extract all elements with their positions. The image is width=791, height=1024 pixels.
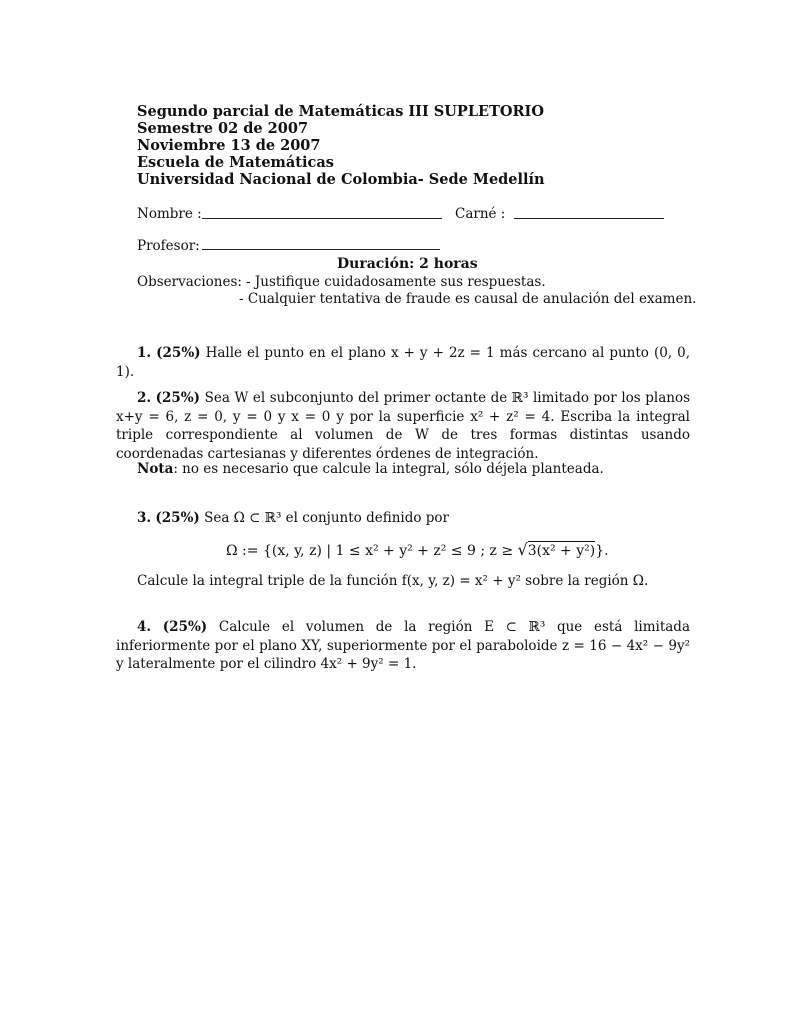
sqrt-icon: √ xyxy=(517,540,528,559)
header-university: Universidad Nacional de Colombia- Sede Medellín xyxy=(137,171,545,188)
problem-2 xyxy=(116,389,690,463)
problem-2-note-text: : no es necesario que calcule la integral, sólo déjela planteada. xyxy=(173,461,604,477)
problem-3-task xyxy=(116,572,690,591)
problem-1-number: 1. xyxy=(137,345,152,361)
problem-3-formula xyxy=(226,541,609,560)
problem-3 xyxy=(116,509,690,528)
problem-2-weight: (25%) xyxy=(155,390,201,406)
problem-4 xyxy=(116,618,690,674)
profesor-label: Profesor: xyxy=(137,238,200,254)
header-date: Noviembre 13 de 2007 xyxy=(137,137,321,154)
problem-4-text: Calcule el volumen de la región E ⊂ ℝ³ que está limitada inferiormente por el plano XY, superiormente por el paraboloide z = 16 − 4x² − 9y² y lateralmente por el cilindro 4x² + 9y² = 1. xyxy=(116,619,690,672)
problem-3-text: Sea Ω ⊂ ℝ³ el conjunto definido por xyxy=(204,510,449,526)
observations-label: Observaciones: xyxy=(137,274,242,290)
header-semester: Semestre 02 de 2007 xyxy=(137,120,309,137)
problem-2-note xyxy=(116,460,690,479)
problem-1-weight: (25%) xyxy=(156,345,201,361)
header-school: Escuela de Matemáticas xyxy=(137,154,334,171)
formula-prefix: Ω := {(x, y, z) | 1 ≤ x² + y² + z² ≤ 9 ; z ≥ xyxy=(226,543,518,559)
header-title: Segundo parcial de Matemáticas III SUPLETORIO xyxy=(137,103,544,120)
problem-3-weight: (25%) xyxy=(155,510,200,526)
problem-4-number: 4. xyxy=(137,619,152,635)
nombre-blank[interactable] xyxy=(202,218,442,219)
observation-item-1: - Justifique cuidadosamente sus respuestas. xyxy=(246,274,546,290)
observation-item-2: - Cualquier tentativa de fraude es causal de anulación del examen. xyxy=(239,291,697,307)
formula-sqrt: 3(x² + y²) xyxy=(527,543,596,559)
carne-blank[interactable] xyxy=(514,218,664,219)
problem-2-number: 2. xyxy=(137,390,152,406)
problem-4-weight: (25%) xyxy=(162,619,208,635)
problem-2-text: Sea W el subconjunto del primer octante de ℝ³ limitado por los planos x+y = 6, z = 0, y = 0 y x = 0 y por la superficie x² + z² = 4. Escriba la integral triple correspondiente al volumen de W de tres formas distintas usando coordenadas cartesianas y diferentes órdenes de integración. xyxy=(116,390,690,462)
profesor-blank[interactable] xyxy=(202,249,440,250)
nombre-label: Nombre : xyxy=(137,206,202,222)
problem-2-note-label: Nota xyxy=(137,461,174,477)
problem-1 xyxy=(116,344,690,381)
duration: Duración: 2 horas xyxy=(337,256,478,272)
problem-3-text2: Calcule la integral triple de la función f(x, y, z) = x² + y² sobre la región Ω. xyxy=(137,573,649,589)
problem-1-text: Halle el punto en el plano x + y + 2z = 1 más cercano al punto (0, 0, 1). xyxy=(116,345,691,380)
carne-label: Carné : xyxy=(455,206,506,222)
problem-3-number: 3. xyxy=(137,510,152,526)
formula-suffix: }. xyxy=(595,543,609,559)
